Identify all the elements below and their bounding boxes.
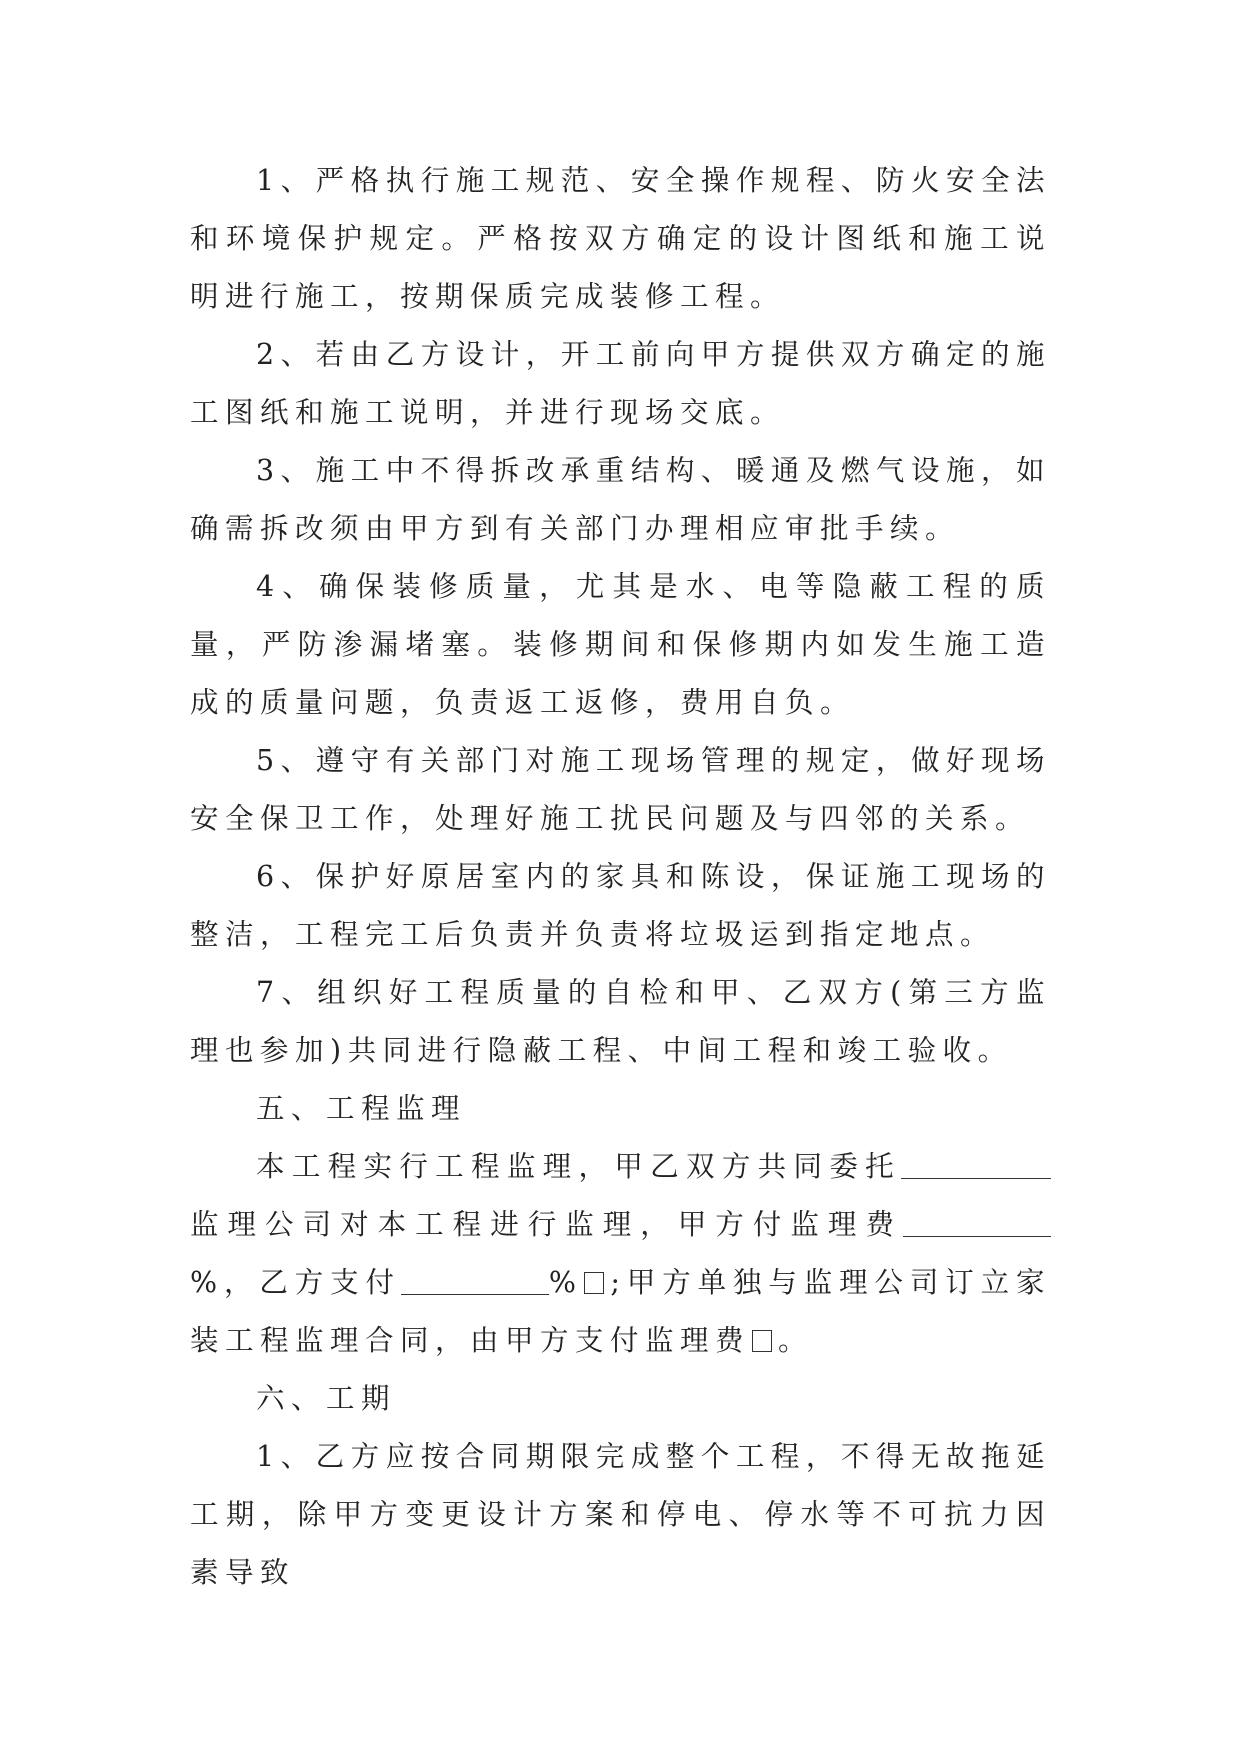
- clause-7: 7、组织好工程质量的自检和甲、乙双方(第三方监理也参加)共同进行隐蔽工程、中间工程和竣工验收。: [190, 976, 1051, 1067]
- checkbox-party-a-fee[interactable]: [752, 1330, 772, 1352]
- clause-5: 5、遵守有关部门对施工现场管理的规定，做好现场安全保卫工作，处理好施工扰民问题及与四邻的关系。: [190, 744, 1051, 835]
- section-5-text-c: %，乙方支付: [190, 1266, 401, 1299]
- section-5-body: [190, 1138, 1051, 1370]
- clause-4: 4、确保装修质量，尤其是水、电等隐蔽工程的质量，严防渗漏堵塞。装修期间和保修期内如发生施工造成的质量问题，负责返工返修，费用自负。: [190, 570, 1051, 719]
- section-5-text-b: 监理公司对本工程进行监理，甲方付监理费: [190, 1208, 903, 1241]
- document-page: [190, 152, 1051, 1602]
- section-5-heading: 五、工程监理: [256, 1092, 467, 1125]
- party-b-fee-percent-blank[interactable]: [401, 1264, 549, 1295]
- section-6-item-1: 1、乙方应按合同期限完成整个工程，不得无故拖延工期，除甲方变更设计方案和停电、停水等不可抗力因素导致: [190, 1440, 1051, 1589]
- section-5-text-f: 。: [778, 1324, 814, 1357]
- section-5-text-e: ;甲方单独与监理公司订立家装工程监理合同，由甲方支付监理费: [190, 1266, 1051, 1357]
- supervision-company-blank[interactable]: [901, 1148, 1051, 1179]
- party-a-fee-percent-blank[interactable]: [903, 1206, 1051, 1237]
- clause-6: 6、保护好原居室内的家具和陈设，保证施工现场的整洁，工程完工后负责并负责将垃圾运到指定地点。: [190, 860, 1051, 951]
- section-5-text-d: %: [548, 1266, 583, 1299]
- clause-1: 1、严格执行施工规范、安全操作规程、防火安全法和环境保护规定。严格按双方确定的设计图纸和施工说明进行施工，按期保质完成装修工程。: [190, 164, 1051, 313]
- section-5-text-a: 本工程实行工程监理，甲乙双方共同委托: [256, 1150, 901, 1183]
- section-6-heading: 六、工期: [256, 1382, 397, 1415]
- clause-2: 2、若由乙方设计，开工前向甲方提供双方确定的施工图纸和施工说明，并进行现场交底。: [190, 338, 1051, 429]
- clause-3: 3、施工中不得拆改承重结构、暖通及燃气设施，如确需拆改须由甲方到有关部门办理相应审批手续。: [190, 454, 1051, 545]
- checkbox-shared-fee[interactable]: [584, 1272, 604, 1294]
